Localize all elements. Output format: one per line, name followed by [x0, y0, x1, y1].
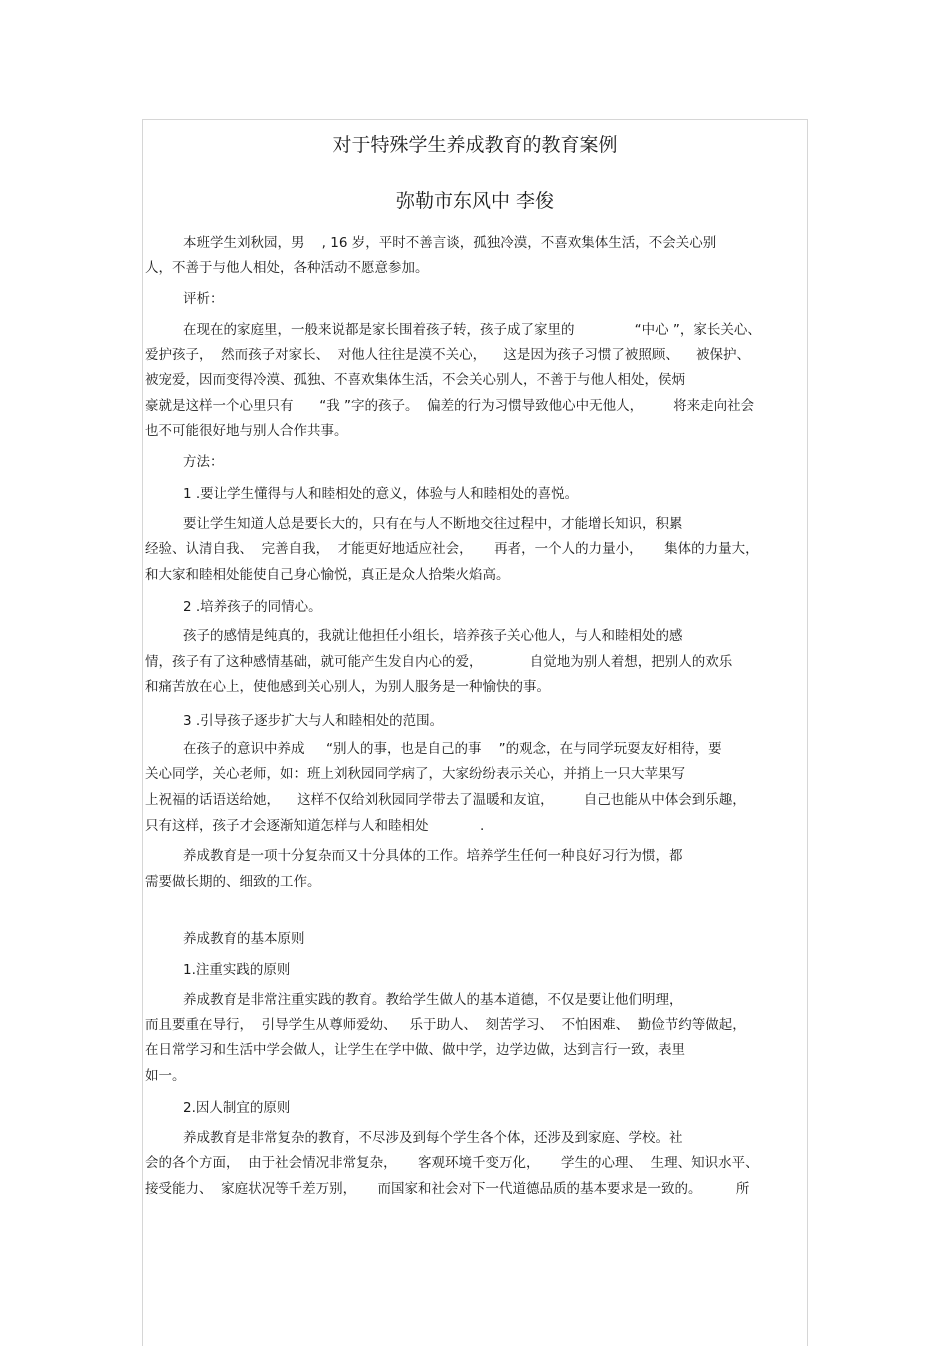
text-line: 在现在的家庭里，一般来说都是家长围着孩子转，孩子成了家里的 “中心 ”，家长关心、 — [183, 322, 761, 338]
text-line: 本班学生刘秋园，男 , 16 岁，平时不善言谈，孤独冷漠，不喜欢集体生活，不会关心别 — [183, 235, 717, 251]
text-line: 接受能力、 家庭状况等千差万别， 而国家和社会对下一代道德品质的基本要求是一致的。 所 — [145, 1181, 750, 1197]
text-line: 关心同学，关心老师，如：班上刘秋园同学病了，大家纷纷表示关心，并捎上一只大苹果写 — [145, 766, 685, 782]
text-line: 会的各个方面， 由于社会情况非常复杂， 客观环境千变万化， 学生的心理、 生理、知识水平、 — [145, 1155, 759, 1171]
text-line: 也不可能很好地与别人合作共事。 — [145, 423, 348, 439]
text-line: 上祝福的话语送给她， 这样不仅给刘秋园同学带去了温暖和友谊， 自己也能从中体会到乐趣， — [145, 792, 746, 808]
author-line: 弥勒市东风中 李俊 — [395, 190, 555, 212]
text-line: 和痛苦放在心上，使他感到关心别人，为别人服务是一种愉快的事。 — [145, 679, 550, 695]
text-line: 情，孩子有了这种感情基础，就可能产生发自内心的爱， 自觉地为别人着想，把别人的欢乐 — [145, 654, 733, 670]
document-title: 对于特殊学生养成教育的教育案例 — [332, 134, 618, 156]
text-line: 和大家和睦相处能使自己身心愉悦，真正是众人拾柴火焰高。 — [145, 567, 510, 583]
text-line: 爱护孩子， 然而孩子对家长、 对他人往往是漠不关心， 这是因为孩子习惯了被照顾、 被保护、 — [145, 347, 750, 363]
section-heading: 养成教育的基本原则 — [183, 931, 305, 947]
text-line: 如一。 — [145, 1068, 186, 1084]
text-line: 需要做长期的、细致的工作。 — [145, 874, 321, 890]
numbered-heading: 2.因人制宜的原则 — [183, 1100, 291, 1116]
text-line: 养成教育是非常注重实践的教育。教给学生做人的基本道德，不仅是要让他们明理， — [183, 992, 683, 1008]
text-line: 而且要重在导行， 引导学生从尊师爱幼、 乐于助人、 刻苦学习、 不怕困难、 勤俭节约等做起， — [145, 1017, 746, 1033]
numbered-heading: 2 .培养孩子的同情心。 — [183, 599, 322, 615]
text-line: 被宠爱，因而变得冷漠、孤独、不喜欢集体生活，不会关心别人，不善于与他人相处，侯炳 — [145, 372, 685, 388]
text-line: 养成教育是非常复杂的教育，不尽涉及到每个学生各个体，还涉及到家庭、学校。社 — [183, 1130, 683, 1146]
text-line: 养成教育是一项十分复杂而又十分具体的工作。培养学生任何一种良好习行为惯，都 — [183, 848, 683, 864]
text-line: 孩子的感情是纯真的，我就让他担任小组长，培养孩子关心他人，与人和睦相处的感 — [183, 628, 683, 644]
section-label: 评析： — [183, 291, 224, 307]
text-line: 豪就是这样一个心里只有 “我 ”字的孩子。 偏差的行为习惯导致他心中无他人， 将来走向社会 — [145, 398, 755, 414]
section-label: 方法： — [183, 454, 224, 470]
text-line: 人，不善于与他人相处，各种活动不愿意参加。 — [145, 260, 429, 276]
numbered-heading: 1.注重实践的原则 — [183, 962, 291, 978]
text-line: 经验、认清自我、 完善自我， 才能更好地适应社会， 再者，一个人的力量小， 集体的力量大， — [145, 541, 759, 557]
text-line: 要让学生知道人总是要长大的，只有在与人不断地交往过程中，才能增长知识，积累 — [183, 516, 683, 532]
numbered-heading: 1 .要让学生懂得与人和睦相处的意义，体验与人和睦相处的喜悦。 — [183, 486, 579, 502]
text-line: 在日常学习和生活中学会做人，让学生在学中做、做中学，边学边做，达到言行一致，表里 — [145, 1042, 685, 1058]
text-line: 在孩子的意识中养成 “别人的事，也是自己的事 ”的观念，在与同学玩耍友好相待，要 — [183, 741, 722, 757]
numbered-heading: 3 .引导孩子逐步扩大与人和睦相处的范围。 — [183, 713, 444, 729]
text-line: 只有这样，孩子才会逐渐知道怎样与人和睦相处 . — [145, 818, 485, 834]
